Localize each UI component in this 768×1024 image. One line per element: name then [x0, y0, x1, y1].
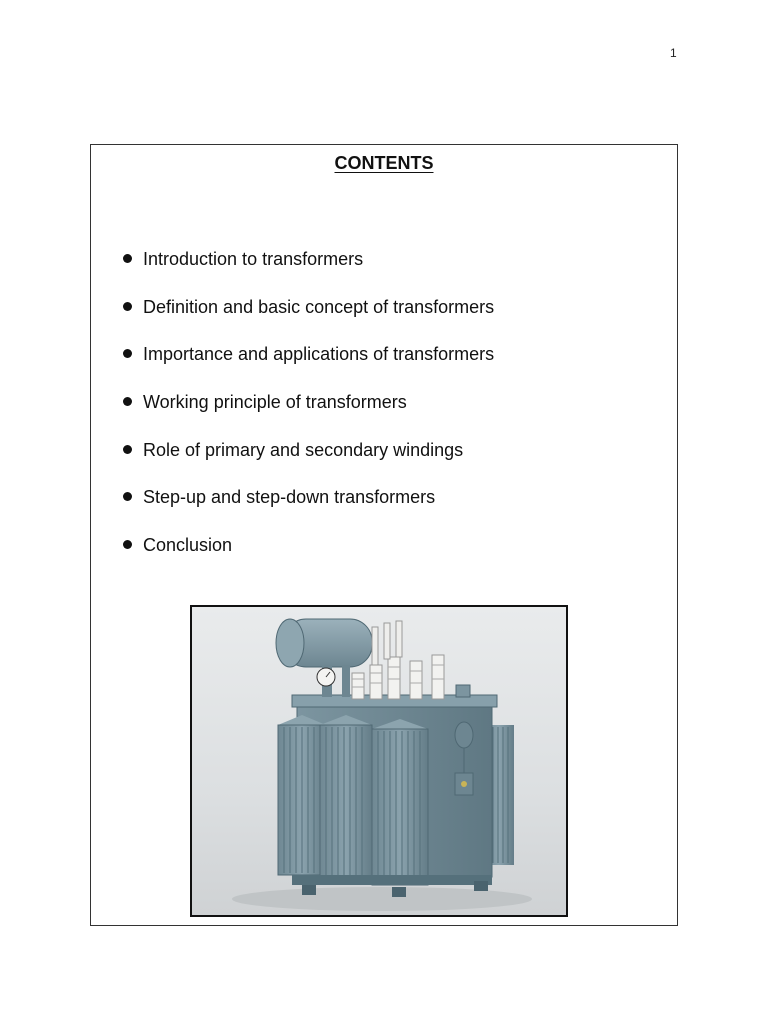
bullet-icon [123, 540, 132, 549]
toc-item-label: Step-up and step-down transformers [143, 487, 436, 508]
toc-item [119, 485, 494, 533]
transformer-illustration-icon [192, 607, 566, 915]
toc-item [119, 533, 494, 581]
front-radiators [278, 715, 428, 885]
toc-item-label: Working principle of transformers [143, 392, 407, 413]
bullet-icon [123, 445, 132, 454]
toc-item-label: Importance and applications of transformers [143, 344, 495, 365]
toc-item [119, 390, 494, 438]
page-number: 1 [670, 46, 677, 60]
toc-item-label: Introduction to transformers [143, 249, 364, 269]
bullet-icon [123, 254, 132, 263]
toc-item [119, 438, 494, 486]
toc-item-label: Role of primary and secondary windings [143, 439, 464, 460]
toc-item-label: Conclusion [143, 535, 233, 556]
toc-item-label: Definition and basic concept of transformers [143, 296, 495, 317]
bullet-icon [123, 492, 132, 501]
toc-item [119, 247, 494, 295]
contents-title: CONTENTS [334, 153, 434, 173]
bullet-icon [123, 397, 132, 406]
toc-item [119, 342, 494, 390]
contents-box [90, 144, 678, 926]
toc-list [119, 247, 494, 581]
bullet-icon [123, 349, 132, 358]
bushings [352, 655, 444, 699]
toc-item [119, 295, 494, 343]
transformer-figure [190, 605, 568, 917]
bullet-icon [123, 302, 132, 311]
